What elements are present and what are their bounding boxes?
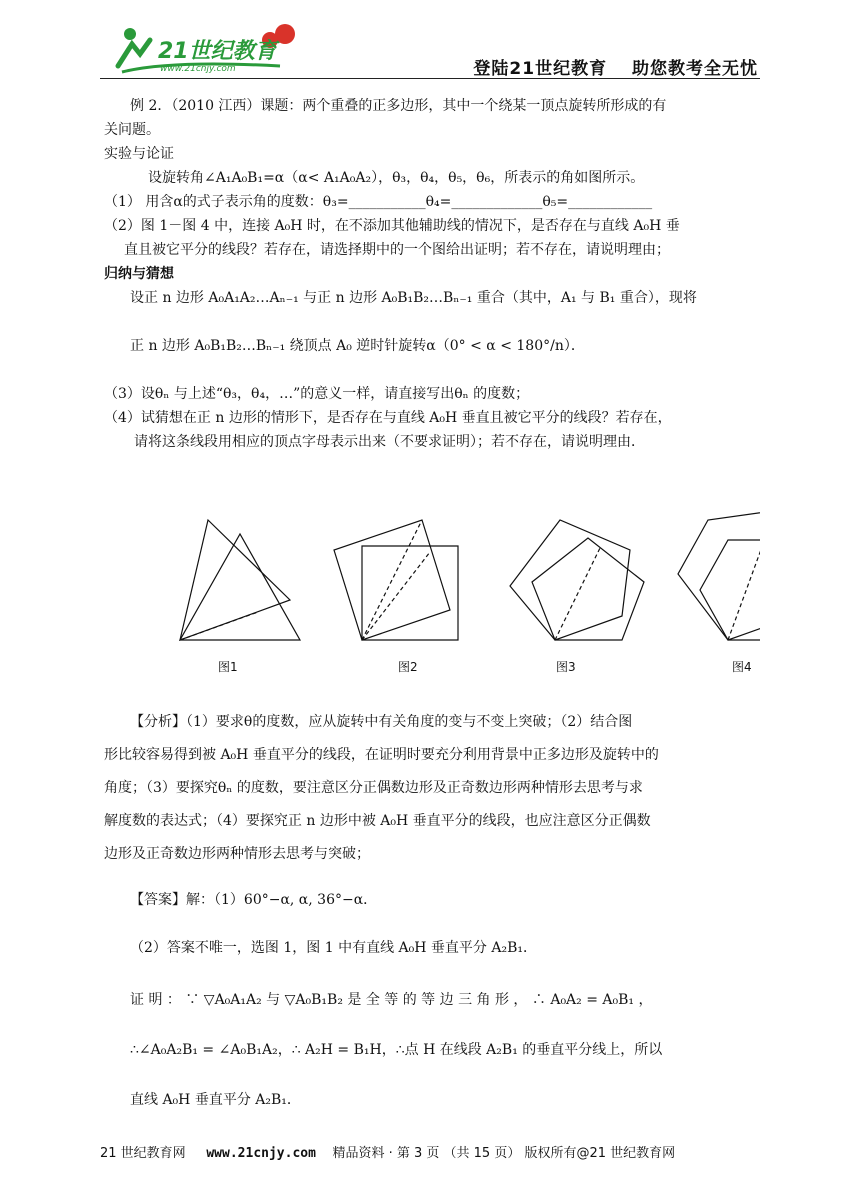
answer-line-2: （2）答案不唯一，选图 1，图 1 中有直线 A₀H 垂直平分 A₂B₁． (130, 940, 537, 956)
para-example: 例 2．（2010 江西）课题：两个重叠的正多边形，其中一个绕某一顶点旋转所形成的有 (130, 98, 667, 114)
question-2-cont: 直且被它平分的线段？若存在，请选择期中的一个图给出证明；若不存在，请说明理由； (124, 242, 670, 258)
footer-url[interactable]: www.21cnjy.com (206, 1146, 316, 1161)
header-slogan: 登陆21世纪教育 助您教考全无忧 (473, 59, 758, 79)
analysis-line-4: 解度数的表达式；（4）要探究正 n 边形中被 A₀H 垂直平分的线段，也应注意区分正偶数 (104, 813, 651, 829)
answer-line-3: 证 明 ： ∵ ▽A₀A₁A₂ 与 ▽A₀B₁B₂ 是 全 等 的 等 边 三 角 形 ， ∴ A₀A₂ = A₀B₁ ， (130, 992, 653, 1008)
question-4: （4）试猜想在正 n 边形的情形下，是否存在与直线 A₀H 垂直且被它平分的线段？若存在， (104, 410, 672, 426)
answer-line-4: ∴∠A₀A₂B₁ = ∠A₀B₁A₂，∴ A₂H = B₁H，∴点 H 在线段 A₂B₁ 的垂直平分线上，所以 (130, 1042, 663, 1058)
question-4-cont: 请将这条线段用相应的顶点字母表示出来（不要求证明）；若不存在，请说明理由． (134, 434, 645, 450)
header-divider (100, 78, 760, 79)
para-rotation: 正 n 边形 A₀B₁B₂…Bₙ₋₁ 绕顶点 A₀ 逆时针旋转α（0° < α < 180°/n）． (130, 338, 585, 354)
analysis-line-2: 形比较容易得到被 A₀H 垂直平分的线段，在证明时要充分利用背景中正多边形及旋转中的 (104, 747, 659, 763)
logo-url: www.21cnjy.com (160, 64, 236, 74)
question-2: （2）图 1－图 4 中，连接 A₀H 时，在不添加其他辅助线的情况下，是否存在与直线 A₀H 垂 (104, 218, 680, 234)
logo (110, 20, 310, 76)
figures (160, 480, 760, 680)
figures-svg (160, 480, 760, 650)
answer-line-5: 直线 A₀H 垂直平分 A₂B₁． (130, 1092, 301, 1108)
analysis-line-1: 【分析】（1）要求θ的度数，应从旋转中有关角度的变与不变上突破；（2）结合图 (130, 714, 633, 730)
para-heading-experiment: 实验与论证 (104, 146, 174, 162)
caption-fig2: 图2 (398, 660, 418, 674)
question-1: （1） 用含α的式子表示角的度数：θ₃=___________θ₄=_____________θ₅=____________ (104, 194, 653, 210)
caption-fig1: 图1 (218, 660, 238, 674)
analysis-line-5: 边形及正奇数边形两种情形去思考与突破； (104, 846, 370, 862)
para-rotation-angle: 设旋转角∠A₁A₀B₁=α（α< A₁A₀A₂），θ₃，θ₄，θ₅，θ₆，所表示的角如图所示。 (148, 170, 645, 186)
question-3: （3）设θₙ 与上述“θ₃，θ₄，…”的意义一样，请直接写出θₙ 的度数； (104, 386, 530, 402)
para-setup: 设正 n 边形 A₀A₁A₂…Aₙ₋₁ 与正 n 边形 A₀B₁B₂…Bₙ₋₁ 重合（其中，A₁ 与 B₁ 重合），现将 (130, 290, 697, 306)
para-example-cont: 关问题。 (104, 122, 160, 138)
page-header (100, 18, 760, 82)
analysis-line-3: 角度；（3）要探究θₙ 的度数，要注意区分正偶数边形及正奇数边形两种情形去思考与求 (104, 780, 643, 796)
footer-site: 21 世纪教育网 (100, 1146, 186, 1161)
logo-text: 21世纪教育 (158, 39, 277, 64)
answer-line-1: 【答案】解：（1）60°−α, α, 36°−α． (130, 892, 378, 908)
footer-info: 精品资料 · 第 3 页 （共 15 页） 版权所有@21 世纪教育网 (332, 1146, 676, 1161)
page-footer (100, 1142, 760, 1161)
caption-fig3: 图3 (556, 660, 576, 674)
para-heading-induction: 归纳与猜想 (104, 266, 174, 282)
caption-fig4: 图4 (732, 660, 752, 674)
